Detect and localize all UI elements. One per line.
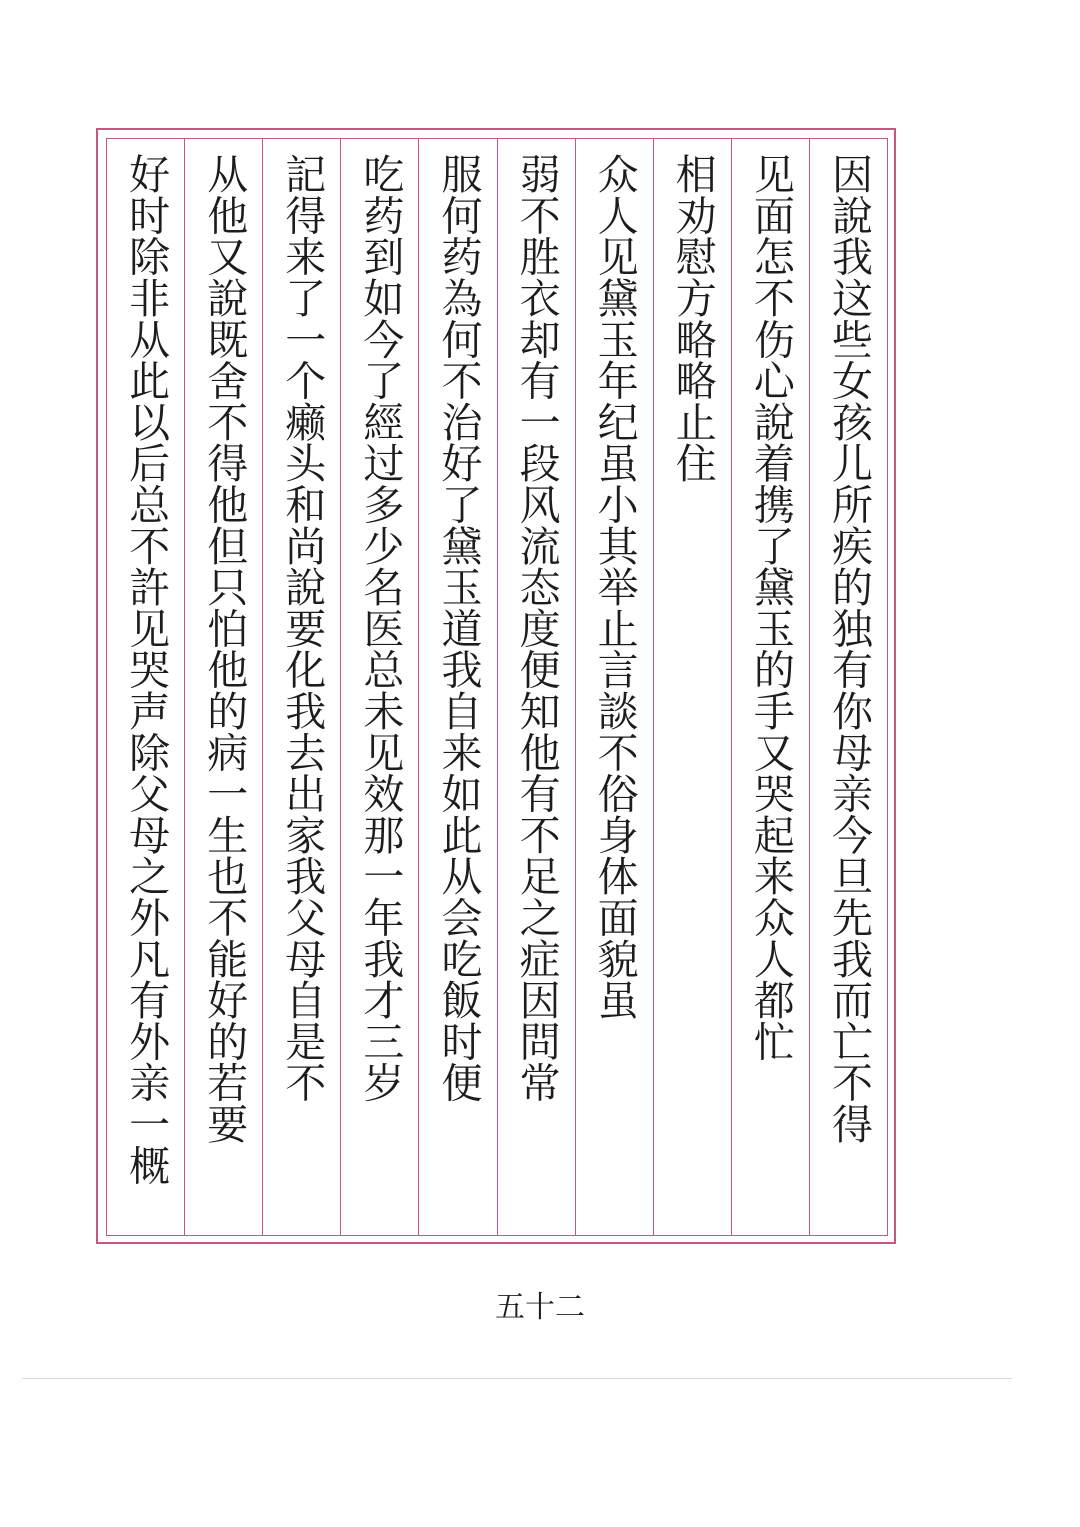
text-column-4 <box>575 139 653 1235</box>
text-column-2 <box>731 139 809 1235</box>
column-text: 服何药為何不治好了黛玉道我自来如此从会吃飯时便 <box>434 153 483 1103</box>
column-text: 见面怎不伤心說着携了黛玉的手又哭起来众人都忙 <box>746 153 795 1062</box>
text-column-7 <box>340 139 418 1235</box>
text-column-5 <box>497 139 575 1235</box>
column-text: 因說我这些女孩儿所疾的独有你母亲今旦先我而亡不得 <box>824 153 873 1145</box>
column-text: 記得来了一个癞头和尚說要化我去出家我父母自是不 <box>278 153 327 1103</box>
text-column-10 <box>107 139 184 1235</box>
text-column-1 <box>809 139 887 1235</box>
manuscript-grid <box>106 138 888 1236</box>
scan-edge-line <box>22 1378 1012 1379</box>
text-column-9 <box>184 139 262 1235</box>
text-column-6 <box>418 139 496 1235</box>
column-text: 弱不胜衣却有一段风流态度便知他有不足之症因問常 <box>512 153 561 1103</box>
text-column-8 <box>262 139 340 1235</box>
column-text: 吃药到如今了經过多少名医总未见效那一年我才三岁 <box>356 153 405 1103</box>
column-text: 好时除非从此以后总不許见哭声除父母之外凡有外亲一概 <box>122 153 171 1186</box>
column-text: 众人见黛玉年纪虽小其举止言談不俗身体面貌虽 <box>590 153 639 1021</box>
column-text: 相劝慰方略略止住 <box>668 153 717 484</box>
text-column-3 <box>653 139 731 1235</box>
column-text: 从他又說既舍不得他但只怕他的病一生也不能好的若要 <box>200 153 249 1145</box>
page-number: 五十二 <box>495 1290 585 1325</box>
